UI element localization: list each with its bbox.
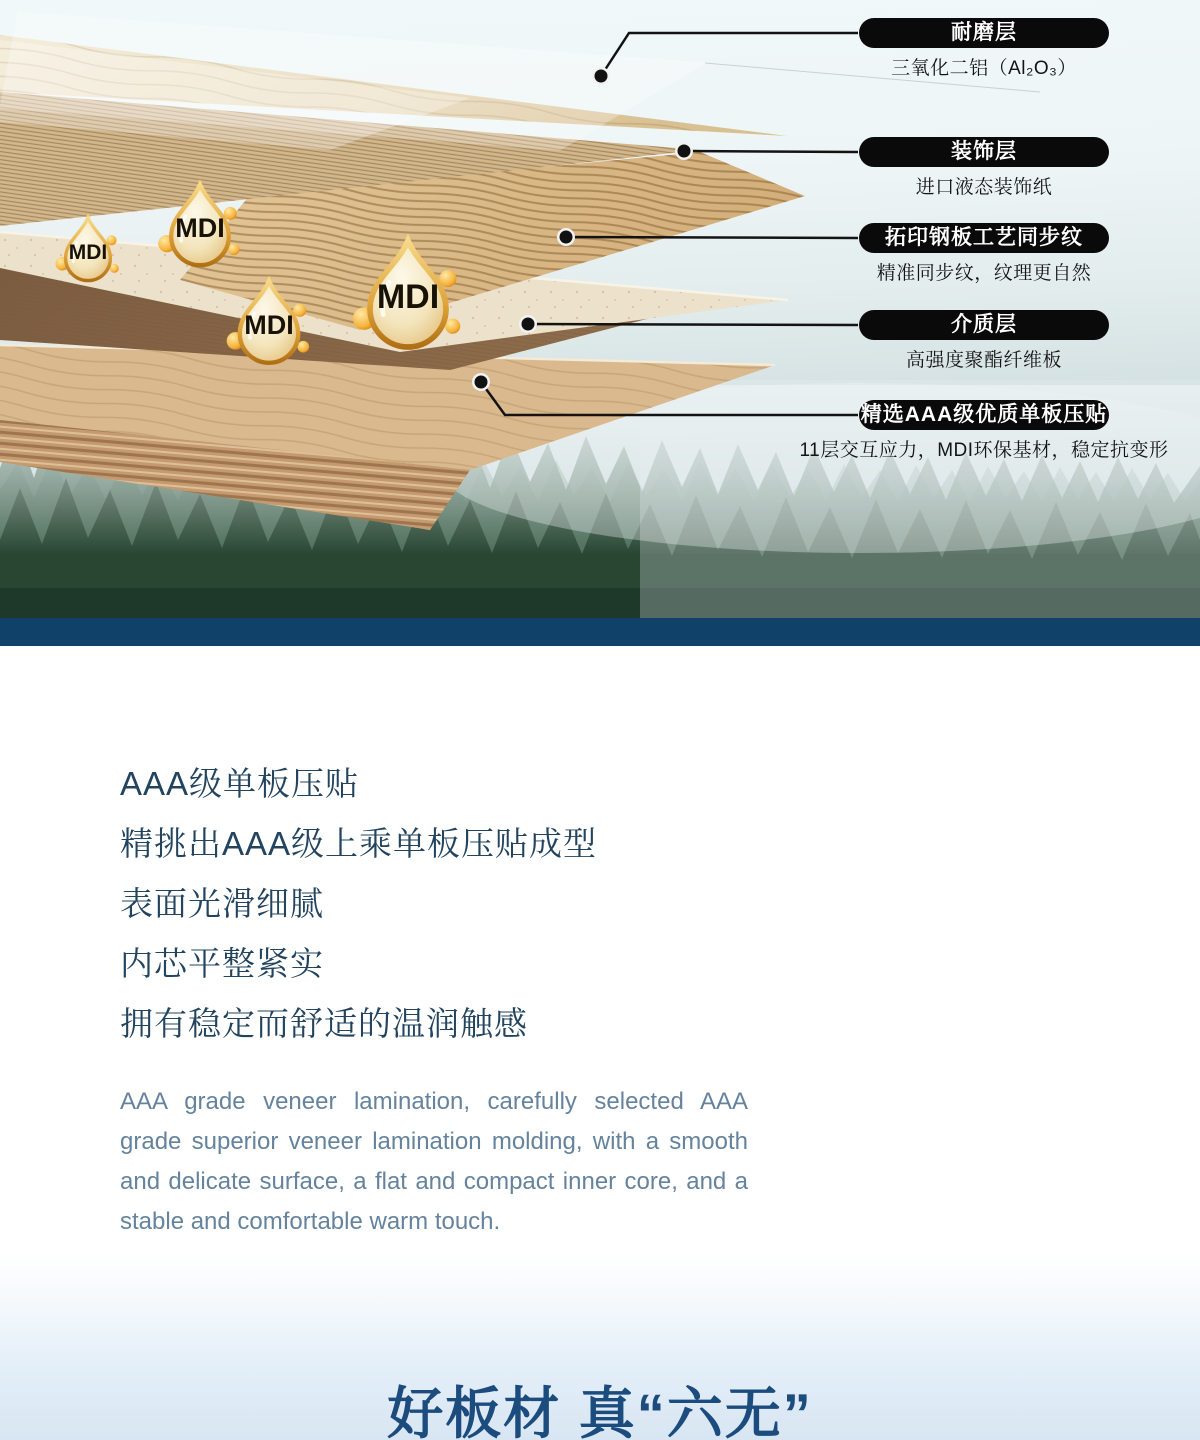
callout-badge: 介质层 <box>859 310 1109 340</box>
callout-subtitle: 三氧化二铝（Al₂O₃） <box>891 58 1077 79</box>
callout-subtitle: 精准同步纹，纹理更自然 <box>876 263 1092 284</box>
callout-badge: 拓印钢板工艺同步纹 <box>859 223 1109 253</box>
callout-decor-layer <box>778 137 1190 199</box>
callout-medium-layer <box>778 310 1190 372</box>
footer-banner <box>0 1252 1200 1440</box>
headline-cn: 拥有稳定而舒适的温润触感 <box>120 1005 528 1042</box>
callout-dot <box>592 67 610 85</box>
headline-cn: 内芯平整紧实 <box>120 945 324 982</box>
callout-badge: 耐磨层 <box>859 18 1109 48</box>
svg-text:MDI: MDI <box>68 241 108 264</box>
callout-dot <box>472 373 490 391</box>
callout-wear-layer <box>778 18 1190 80</box>
callout-sync-grain <box>778 223 1190 285</box>
headline-cn: 表面光滑细腻 <box>120 885 324 922</box>
callout-dot <box>557 228 575 246</box>
hero-section <box>0 0 1200 618</box>
callout-veneer-layer <box>778 400 1190 462</box>
body-copy-section <box>0 646 1200 1252</box>
callout-badge: 精选AAA级优质单板压贴 <box>859 400 1109 430</box>
footer-heading: 好板材 真“六无” <box>387 1382 813 1440</box>
callout-dot <box>519 315 537 333</box>
navy-divider <box>0 618 1200 646</box>
callout-subtitle: 进口液态装饰纸 <box>915 177 1053 198</box>
headline-cn: AAA级单板压贴 <box>120 765 360 802</box>
svg-text:MDI: MDI <box>376 278 440 316</box>
headline-cn: 精挑出AAA级上乘单板压贴成型 <box>120 825 598 862</box>
svg-text:MDI: MDI <box>244 310 294 340</box>
callout-badge: 装饰层 <box>859 137 1109 167</box>
svg-text:MDI: MDI <box>175 213 225 243</box>
layer-diagram-scene <box>0 0 1200 618</box>
callout-dot <box>675 142 693 160</box>
paragraph-en: AAA grade veneer lamination, carefully selected AAA grade superior veneer lamination molding, with a smooth and delicate surface, a flat and compact inner core, and a stable and comfortable warm touch. <box>120 1088 748 1235</box>
callout-subtitle: 11层交互应力，MDI环保基材，稳定抗变形 <box>799 440 1169 461</box>
callout-subtitle: 高强度聚酯纤维板 <box>905 350 1062 371</box>
